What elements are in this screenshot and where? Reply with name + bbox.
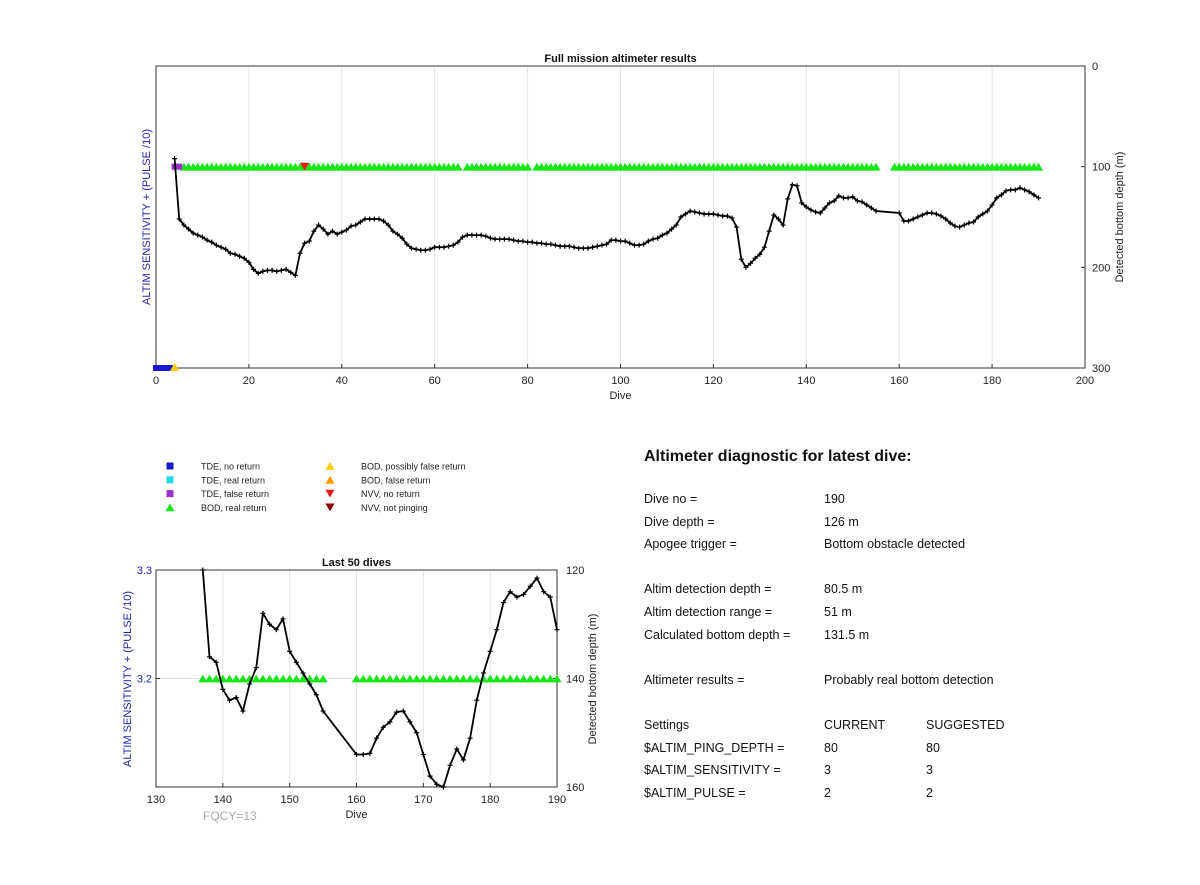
legend-label: BOD, real return: [201, 502, 267, 513]
depth-point: [651, 237, 656, 242]
depth-point: [367, 217, 372, 222]
y-tick-label-left: 3.3: [136, 565, 152, 577]
bottom-y-ticks-left: [137, 565, 160, 686]
depth-point: [372, 217, 377, 222]
x-tick-label: 180: [480, 794, 500, 806]
legend-label: BOD, possibly false return: [361, 461, 466, 472]
apogee-row: [644, 537, 1184, 560]
y-tick-label: 200: [1092, 262, 1111, 275]
depth-point: [254, 665, 259, 670]
depth-point: [494, 627, 499, 632]
depth-point: [469, 233, 474, 238]
depth-point: [376, 217, 381, 222]
last-50-dives-chart: [122, 557, 599, 823]
setting-current: 3: [824, 763, 831, 778]
depth-point: [618, 239, 623, 244]
depth-point: [558, 244, 563, 249]
depth-series-line: [175, 159, 1039, 276]
legend-label: NVV, no return: [361, 489, 420, 500]
depth-point: [481, 671, 486, 676]
legend-swatch: [167, 476, 174, 483]
legend-swatch: [167, 490, 174, 497]
x-tick-label: 140: [797, 375, 816, 387]
suggested-header: SUGGESTED: [926, 717, 1005, 732]
y-tick-label-right: 120: [566, 565, 585, 577]
diagnostic-panel: [644, 448, 1184, 808]
top-right-axis-label: Detected bottom depth (m): [1114, 151, 1126, 283]
results-row: [644, 673, 1184, 696]
setting-current: 80: [824, 740, 838, 755]
x-tick-label: 190: [547, 794, 567, 806]
dive-no-value: 190: [824, 492, 845, 506]
depth-point: [279, 268, 284, 273]
setting-name: $ALTIM_PING_DEPTH =: [644, 740, 785, 755]
top-grid: [249, 66, 992, 368]
legend-label: TDE, false return: [201, 489, 270, 500]
legend-swatch: [325, 503, 334, 511]
depth-point: [795, 183, 800, 188]
x-tick-label: 20: [242, 375, 256, 387]
depth-point: [567, 244, 572, 249]
x-tick-label: 180: [982, 375, 1002, 387]
depth-point: [915, 215, 920, 220]
y-tick-label-right: 160: [566, 782, 585, 794]
depth-point: [468, 736, 473, 741]
legend-swatch: [165, 503, 174, 511]
calculated-depth-label: Calculated bottom depth =: [644, 627, 791, 642]
depth-point: [1008, 187, 1013, 192]
detection-range-row: [644, 605, 1184, 628]
depth-point: [534, 241, 539, 246]
legend-label: BOD, false return: [361, 475, 431, 486]
calculated-depth-value: 131.5 m: [824, 627, 870, 642]
depth-point: [507, 237, 512, 242]
depth-point: [418, 248, 423, 253]
bottom-left-axis-label: ALTIM SENSITIVITY + (PULSE /10): [122, 591, 134, 767]
x-tick-label: 150: [280, 794, 299, 806]
depth-point: [813, 209, 818, 214]
depth-point: [200, 568, 205, 573]
legend-label: TDE, real return: [201, 475, 266, 486]
y-tick-label-left: 3.2: [136, 673, 152, 686]
depth-point: [172, 156, 177, 161]
depth-point: [934, 211, 939, 216]
x-tick-label: 60: [428, 375, 441, 387]
depth-point: [590, 245, 595, 250]
depth-point: [692, 209, 697, 214]
depth-point: [448, 763, 453, 768]
depth-point: [632, 243, 637, 248]
detection-range-label: Altim detection range =: [644, 604, 773, 619]
calculated-depth-row: [644, 628, 1184, 651]
legend-swatch: [325, 490, 334, 498]
top-left-axis-label: ALTIM SENSITIVITY + (PULSE /10): [141, 129, 153, 305]
bottom-x-axis-label: Dive: [345, 809, 368, 821]
setting-suggested: 3: [926, 763, 933, 778]
depth-point: [511, 238, 516, 243]
depth-point: [613, 238, 618, 243]
top-marks: [153, 156, 1043, 371]
depth-point: [483, 234, 488, 239]
depth-point: [711, 211, 716, 216]
results-label: Altimeter results =: [644, 672, 745, 687]
setting-row: [644, 763, 1184, 786]
legend-swatch: [325, 476, 334, 484]
y-tick-label: 0: [1092, 61, 1099, 73]
legend-swatch: [167, 463, 174, 470]
depth-point: [488, 649, 493, 654]
depth-point: [544, 242, 549, 247]
depth-point: [465, 233, 470, 238]
settings-header-row: [644, 718, 1184, 741]
depth-point: [920, 212, 925, 217]
setting-name: $ALTIM_PULSE =: [644, 785, 746, 800]
x-tick-label: 40: [335, 375, 348, 387]
depth-point: [716, 212, 721, 217]
depth-point: [520, 239, 525, 244]
setting-name: $ALTIM_SENSITIVITY =: [644, 763, 781, 778]
depth-point: [841, 195, 846, 200]
bottom-chart-title: Last 50 dives: [321, 557, 392, 569]
depth-point: [446, 244, 451, 249]
depth-point: [274, 269, 279, 274]
apogee-label: Apogee trigger =: [644, 537, 737, 552]
y-tick-label: 300: [1092, 363, 1111, 375]
depth-point: [437, 245, 442, 250]
depth-point: [929, 210, 934, 215]
depth-point: [555, 627, 560, 632]
depth-point: [423, 248, 428, 253]
top-chart-title: Full mission altimeter results: [544, 53, 697, 65]
depth-point: [966, 221, 971, 226]
x-tick-label: 100: [611, 375, 630, 387]
depth-point: [785, 196, 790, 201]
setting-row: [644, 786, 1184, 809]
dive-depth-label: Dive depth =: [644, 514, 715, 529]
legend-swatch: [325, 462, 334, 470]
depth-point: [516, 239, 521, 244]
depth-point: [697, 210, 702, 215]
depth-point: [767, 229, 772, 234]
diagnostic-title: Altimeter diagnostic for latest dive:: [644, 448, 912, 465]
depth-point: [493, 237, 498, 242]
dive-depth-value: 126 m: [824, 514, 859, 529]
depth-point: [428, 247, 433, 252]
dive-depth-row: [644, 515, 1184, 538]
depth-point: [720, 213, 725, 218]
depth-point: [530, 240, 535, 245]
depth-point: [957, 225, 962, 230]
depth-point: [562, 244, 567, 249]
depth-point: [572, 245, 577, 250]
depth-point: [361, 752, 366, 757]
depth-point: [414, 247, 419, 252]
detection-depth-value: 80.5 m: [824, 582, 863, 597]
depth-point: [474, 233, 479, 238]
x-tick-label: 0: [152, 375, 160, 387]
depth-point: [553, 243, 558, 248]
bottom-right-axis-label: Detected bottom depth (m): [587, 613, 599, 745]
depth-point: [232, 252, 237, 257]
depth-point: [1017, 185, 1022, 190]
depth-point: [525, 240, 530, 245]
legend-label: NVV, not pinging: [361, 502, 428, 513]
setting-current: 2: [824, 785, 831, 800]
x-tick-label: 160: [347, 794, 366, 806]
legend-label: TDE, no return: [201, 461, 261, 472]
depth-point: [441, 245, 446, 250]
depth-point: [581, 246, 586, 251]
depth-point: [474, 698, 479, 703]
depth-point: [270, 268, 275, 273]
depth-point: [576, 246, 581, 251]
current-header: CURRENT: [824, 717, 886, 732]
depth-point: [790, 182, 795, 187]
depth-point: [702, 211, 707, 216]
depth-point: [548, 242, 553, 247]
top-x-axis-label: Dive: [609, 390, 632, 402]
top-x-ticks: [153, 364, 1094, 387]
tde-false-return-marker: [176, 164, 182, 170]
full-mission-chart: [141, 53, 1126, 402]
fqcy-label: FQCY=13: [203, 809, 257, 823]
x-tick-label: 160: [890, 375, 909, 387]
depth-point: [502, 237, 507, 242]
x-tick-label: 80: [521, 375, 534, 387]
setting-row: [644, 741, 1184, 764]
depth-point: [421, 752, 426, 757]
depth-point: [599, 243, 604, 248]
depth-point: [637, 243, 642, 248]
depth-point: [339, 230, 344, 235]
depth-point: [219, 245, 224, 250]
depth-point: [432, 245, 437, 250]
depth-point: [479, 233, 484, 238]
setting-suggested: 2: [926, 785, 933, 800]
results-value: Probably real bottom detection: [824, 672, 994, 687]
x-tick-label: 140: [213, 794, 233, 806]
setting-suggested: 80: [926, 740, 940, 755]
bottom-x-ticks: [147, 783, 566, 806]
dive-no-row: [644, 492, 1184, 515]
settings-header: Settings: [644, 717, 690, 732]
detection-depth-row: [644, 582, 1184, 605]
detection-depth-label: Altim detection depth =: [644, 582, 772, 597]
x-tick-label: 130: [146, 794, 166, 806]
depth-point: [539, 241, 544, 246]
detection-range-value: 51 m: [824, 604, 852, 619]
depth-point: [846, 195, 851, 200]
depth-point: [497, 237, 502, 242]
depth-point: [265, 268, 270, 273]
dive-no-label: Dive no =: [644, 492, 698, 506]
depth-point: [725, 213, 730, 218]
legend: [165, 462, 465, 513]
depth-point: [595, 244, 600, 249]
apogee-value: Bottom obstacle detected: [824, 537, 966, 552]
depth-point: [706, 211, 711, 216]
x-tick-label: 170: [414, 794, 433, 806]
depth-point: [441, 785, 446, 790]
x-tick-label: 200: [1075, 375, 1095, 387]
y-tick-label-right: 140: [566, 673, 585, 686]
x-tick-label: 120: [704, 375, 723, 387]
y-tick-label: 100: [1092, 161, 1111, 174]
depth-point: [585, 246, 590, 251]
